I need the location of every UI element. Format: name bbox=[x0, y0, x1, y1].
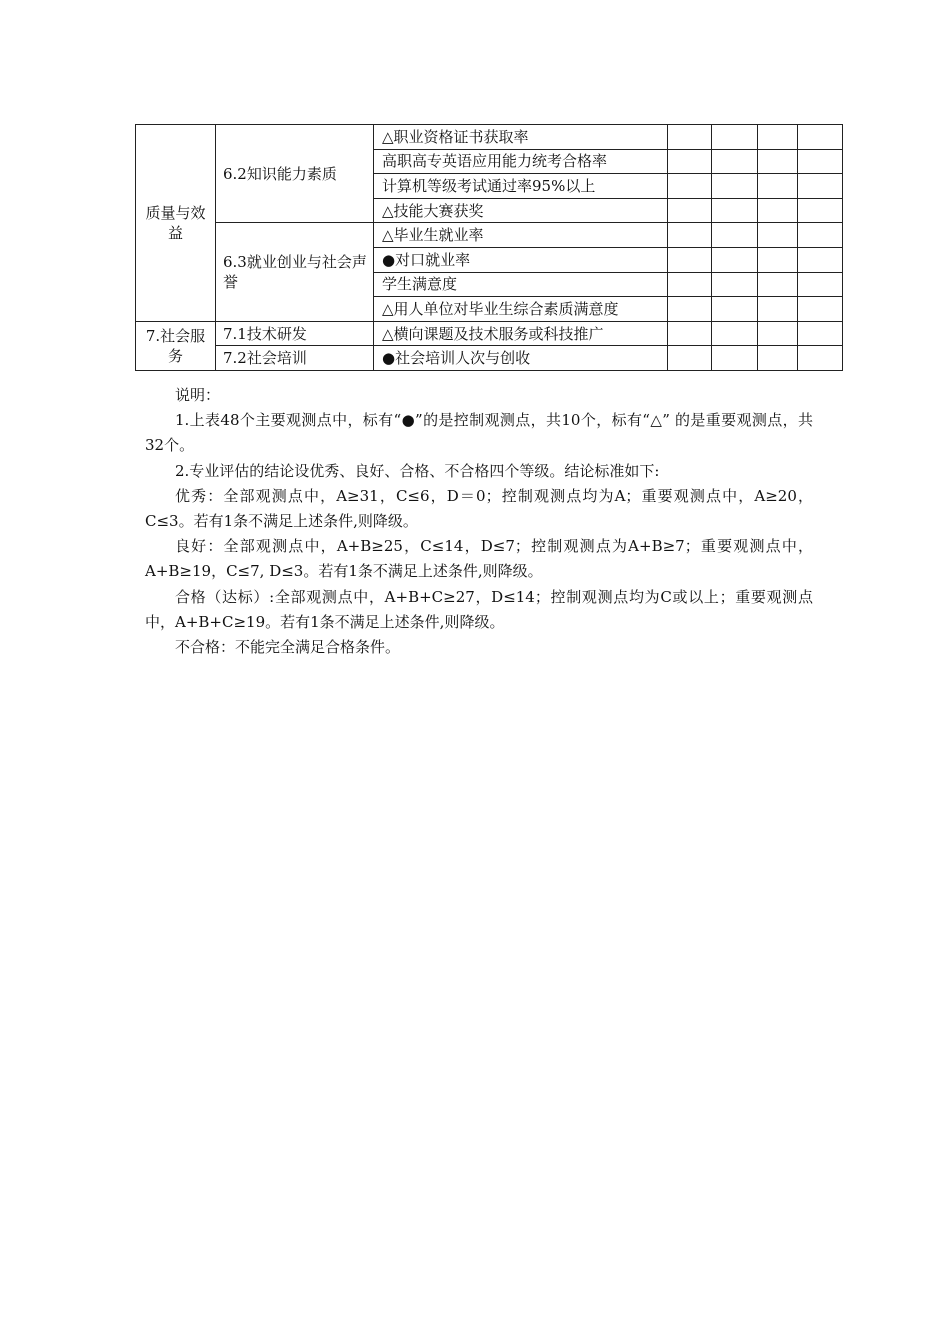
note-paragraph: 良好：全部观测点中，A+B≥25，C≤14，D≤7；控制观测点为A+B≥7；重要观测点中，A+B≥19，C≤7, D≤3。若有1条不满足上述条件,则降级。 bbox=[145, 537, 813, 581]
note-paragraph: 2.专业评估的结论设优秀、良好、合格、不合格四个等级。结论标准如下: bbox=[175, 461, 660, 480]
observation-point: ●对口就业率 bbox=[374, 247, 668, 272]
table-row bbox=[136, 321, 843, 346]
subcategory-cell: 7.1技术研发 bbox=[216, 321, 374, 346]
observation-point: 学生满意度 bbox=[374, 272, 668, 297]
observation-point: 计算机等级考试通过率95%以上 bbox=[374, 174, 668, 199]
grade-cell bbox=[668, 321, 712, 346]
grade-cell bbox=[758, 346, 798, 371]
grade-cell bbox=[712, 247, 758, 272]
grade-cell bbox=[712, 297, 758, 322]
note-paragraph: 1.上表48个主要观测点中，标有“●”的是控制观测点，共10个，标有“△” 的是重要观测点，共32个。 bbox=[145, 411, 813, 455]
observation-point: 高职高专英语应用能力统考合格率 bbox=[374, 149, 668, 174]
grade-cell bbox=[798, 297, 843, 322]
grade-cell bbox=[668, 198, 712, 223]
grade-cell bbox=[798, 223, 843, 248]
grade-cell bbox=[668, 174, 712, 199]
grade-cell bbox=[798, 198, 843, 223]
grade-cell bbox=[712, 321, 758, 346]
subcategory-cell: 7.2社会培训 bbox=[216, 346, 374, 371]
note-paragraph: 不合格：不能完全满足合格条件。 bbox=[175, 638, 401, 657]
grade-cell bbox=[712, 346, 758, 371]
grade-cell bbox=[758, 223, 798, 248]
grade-cell bbox=[758, 125, 798, 150]
grade-cell bbox=[668, 272, 712, 297]
grade-cell bbox=[758, 272, 798, 297]
observation-point: △横向课题及技术服务或科技推广 bbox=[374, 321, 668, 346]
grade-cell bbox=[758, 247, 798, 272]
observation-point: △职业资格证书获取率 bbox=[374, 125, 668, 150]
table-row bbox=[136, 223, 843, 248]
grade-cell bbox=[758, 149, 798, 174]
grade-cell bbox=[758, 174, 798, 199]
subcategory-cell: 6.3就业创业与社会声誉 bbox=[216, 223, 374, 321]
grade-cell bbox=[668, 247, 712, 272]
grade-cell bbox=[712, 125, 758, 150]
grade-cell bbox=[668, 149, 712, 174]
grade-cell bbox=[668, 125, 712, 150]
grade-cell bbox=[798, 321, 843, 346]
grade-cell bbox=[758, 198, 798, 223]
grade-cell bbox=[712, 272, 758, 297]
grade-cell bbox=[668, 297, 712, 322]
grade-cell bbox=[712, 223, 758, 248]
note-paragraph: 优秀：全部观测点中，A≥31，C≤6，D＝0；控制观测点均为A；重要观测点中，A≥20，C≤3。若有1条不满足上述条件,则降级。 bbox=[145, 486, 813, 531]
grade-cell bbox=[712, 149, 758, 174]
subcategory-cell: 6.2知识能力素质 bbox=[216, 125, 374, 223]
grade-cell bbox=[798, 247, 843, 272]
grade-cell bbox=[712, 198, 758, 223]
grade-cell bbox=[798, 149, 843, 174]
note-paragraph: 合格（达标）:全部观测点中，A+B+C≥27，D≤14；控制观测点均为C或以上；重要观测点中，A+B+C≥19。若有1条不满足上述条件,则降级。 bbox=[145, 587, 813, 631]
grade-cell bbox=[798, 174, 843, 199]
evaluation-table bbox=[135, 124, 843, 371]
observation-point: △技能大赛获奖 bbox=[374, 198, 668, 223]
grade-cell bbox=[798, 125, 843, 150]
category-cell: 质量与效益 bbox=[136, 125, 216, 322]
grade-cell bbox=[668, 346, 712, 371]
grade-cell bbox=[758, 297, 798, 322]
observation-point: △用人单位对毕业生综合素质满意度 bbox=[374, 297, 668, 322]
category-cell: 7.社会服务 bbox=[136, 321, 216, 370]
grade-cell bbox=[712, 174, 758, 199]
grade-cell bbox=[798, 272, 843, 297]
table-row bbox=[136, 346, 843, 371]
notes-heading: 说明： bbox=[175, 386, 221, 404]
grade-cell bbox=[668, 223, 712, 248]
observation-point: ●社会培训人次与创收 bbox=[374, 346, 668, 371]
notes-section bbox=[145, 383, 813, 660]
observation-point: △毕业生就业率 bbox=[374, 223, 668, 248]
grade-cell bbox=[798, 346, 843, 371]
grade-cell bbox=[758, 321, 798, 346]
table-row bbox=[136, 125, 843, 150]
